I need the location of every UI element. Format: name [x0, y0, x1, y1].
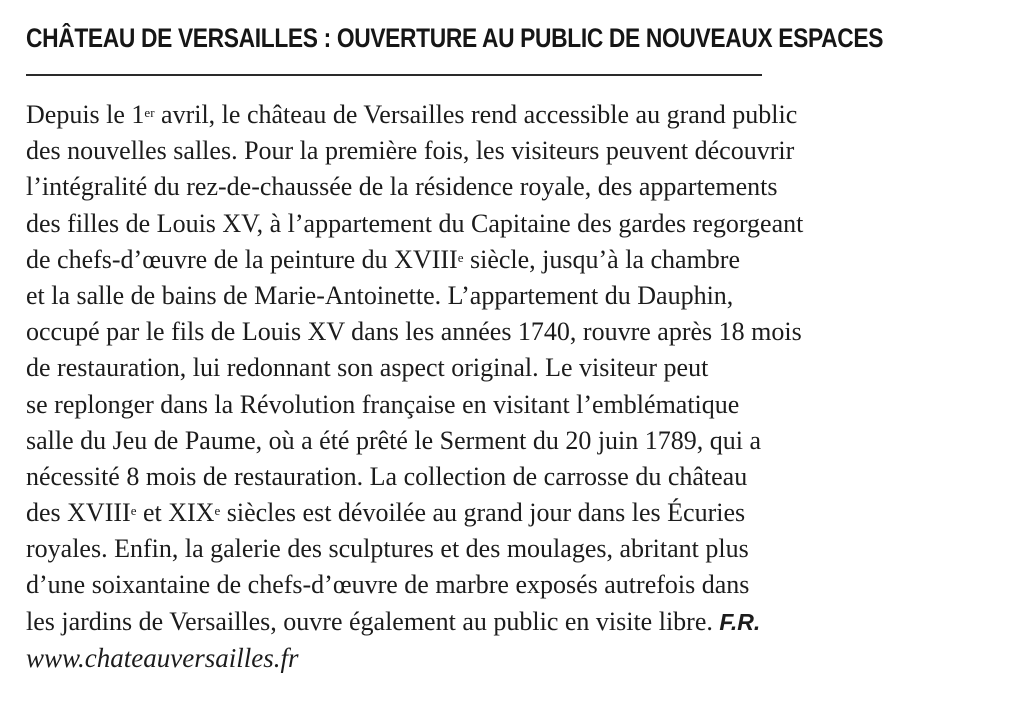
body-text-run: nécessité 8 mois de restauration. La collection de carrosse du château [26, 461, 748, 491]
superscript: e [214, 503, 221, 519]
body-text-run: salle du Jeu de Paume, où a été prêté le Serment du 20 juin 1789, qui a [26, 425, 762, 455]
body-line [26, 97, 1016, 133]
body-line [26, 531, 1016, 567]
body-text-run: des XVIII [26, 498, 131, 528]
headline-divider [26, 74, 762, 76]
body-text-run: les jardins de Versailles, ouvre également au public en visite libre. [26, 606, 720, 636]
body-text-run: d’une soixantaine de chefs-d’œuvre de marbre exposés autrefois dans [26, 570, 750, 600]
body-line [26, 350, 1016, 386]
body-text-run: siècle, jusqu’à la chambre [463, 244, 740, 274]
article [26, 0, 1016, 709]
body-text-run: se replonger dans la Révolution française en visitant l’emblématique [26, 389, 740, 419]
superscript: er [144, 105, 155, 120]
body-text-run: de chefs-d’œuvre de la peinture du XVIII [26, 244, 458, 274]
body-line [26, 169, 1016, 205]
article-body [26, 97, 1016, 676]
body-text-run: siècles est dévoilée au grand jour dans les Écuries [220, 498, 746, 528]
body-text-run: occupé par le fils de Louis XV dans les années 1740, rouvre après 18 mois [26, 317, 802, 347]
body-line [26, 459, 1016, 495]
body-line [26, 387, 1016, 423]
body-text-run: l’intégralité du rez-de-chaussée de la résidence royale, des appartements [26, 172, 778, 202]
body-text-run: des nouvelles salles. Pour la première fois, les visiteurs peuvent découvrir [26, 136, 795, 166]
body-text-run: avril, le château de Versailles rend accessible au grand public [154, 100, 798, 129]
body-text-run: et la salle de bains de Marie-Antoinette. L’appartement du Dauphin, [26, 280, 734, 310]
body-line [26, 423, 1016, 459]
body-line [26, 314, 1016, 350]
body-line [26, 567, 1016, 603]
superscript: e [457, 249, 464, 265]
body-text-run: de restauration, lui redonnant son aspect original. Le visiteur peut [26, 353, 709, 383]
body-text-run: Depuis le 1 [26, 100, 145, 129]
body-text-run: des filles de Louis XV, à l’appartement du Capitaine des gardes regorgeant [26, 208, 804, 238]
body-line [26, 206, 1016, 242]
body-line [26, 278, 1016, 314]
body-line [26, 604, 1016, 640]
superscript: e [130, 503, 137, 519]
body-line [26, 242, 1016, 278]
article-headline: CHÂTEAU DE VERSAILLES : OUVERTURE AU PUBLIC DE NOUVEAUX ESPACES [26, 23, 884, 53]
body-line [26, 495, 1016, 531]
website-link[interactable]: www.chateauversailles.fr [26, 642, 299, 673]
body-text-run: royales. Enfin, la galerie des sculptures et des moulages, abritant plus [26, 534, 749, 564]
body-line [26, 133, 1016, 169]
body-text-run: et XIX [136, 498, 215, 528]
author-signature: F.R. [719, 608, 761, 635]
